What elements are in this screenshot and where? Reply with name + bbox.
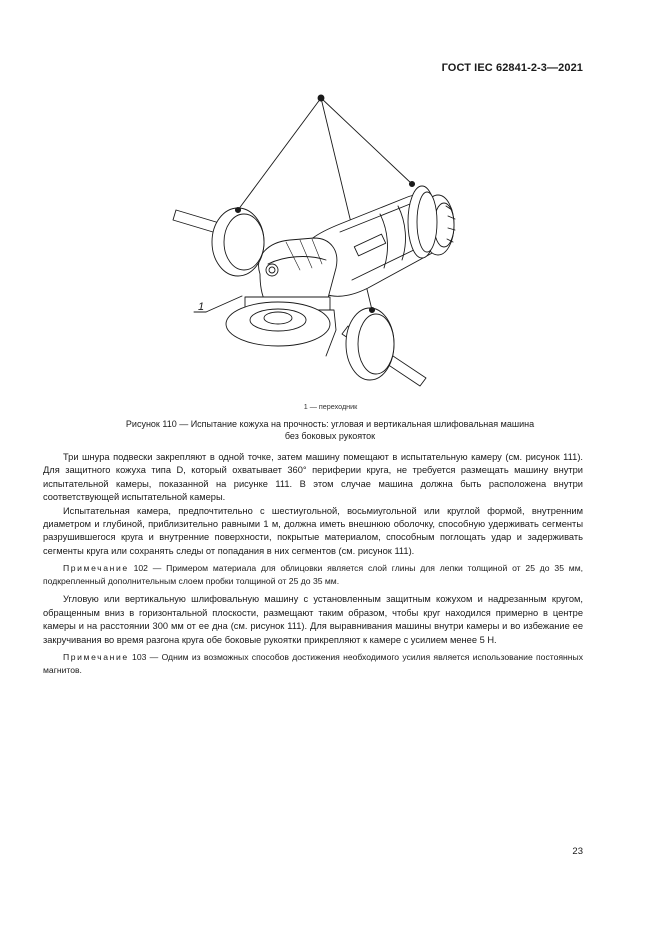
standard-designation: ГОСТ IEC 62841-2-3—2021 — [441, 62, 583, 74]
page-number: 23 — [572, 846, 583, 857]
figure-legend: 1 — переходник — [303, 402, 358, 411]
caption-line-2: без боковых рукояток — [284, 431, 376, 441]
callout-number: 1 — [198, 301, 205, 313]
suspension-cord-left — [238, 98, 321, 210]
caption-line-1: Рисунок 110 — Испытание кожуха на прочность: угловая и вертикальная шлифовальная машина — [125, 419, 535, 429]
note-label: Примечание — [63, 563, 129, 574]
paragraph-1: Три шнура подвески закрепляют в одной точке, затем машину помещают в испытательную камеру (см. рисунок 111). Для защитного кожуха типа D, который охватывает 360° периферии круга, не требуется размещать машину внутри испытательной камеры, показанной на рисунке 111. В этом случае машина должна быть расположена внутри соответствующей испытательной камеры. — [43, 452, 583, 503]
suspension-cord-right — [321, 98, 412, 184]
figure-caption — [80, 418, 580, 442]
paragraph-3: Угловую или вертикальную шлифовальную машину с установленным защитным кожухом и надрезанным кругом, обращенным вниз в горизонтальной плоскости, размещают таким образом, чтобы круг находился примерно в центре камеры и на расстоянии 300 мм от ее дна (см. рисунок 111). Для выравнивания машины внутри камеры и во избежание ее закручивания во время разгона круга обе боковые рукоятки прикрепляют к камере с усилием менее 5 Н. — [43, 594, 583, 645]
note-103 — [43, 651, 583, 676]
paragraph-2: Испытательная камера, предпочтительно с шестиугольной, восьмиугольной или круглой формой, внутренним диаметром и глубиной, приблизительно равными 1 м, должна иметь внешнюю оболочку, способную удерживать сегменты разрушившегося круга и внутренние поверхности, покрытые материалом, способным поглощать удар и задерживать сегменты круга или сохранять следы от попадания в них сегментов (см. рисунок 111). — [43, 505, 583, 556]
note-label: Примечание — [63, 652, 129, 663]
body-text — [43, 451, 583, 682]
note-text: 103 — Одним из возможных способов достижения необходимого усилия является использование постоянных магнитов. — [43, 652, 583, 675]
note-102 — [43, 562, 583, 587]
angle-grinder-test-figure — [150, 92, 490, 392]
note-text: 102 — Примером материала для облицовки является слой глины для лепки толщиной от 25 до 35 мм, подкрепленный дополнительным слоем пробки толщиной от 25 до 35 мм. — [43, 563, 583, 586]
